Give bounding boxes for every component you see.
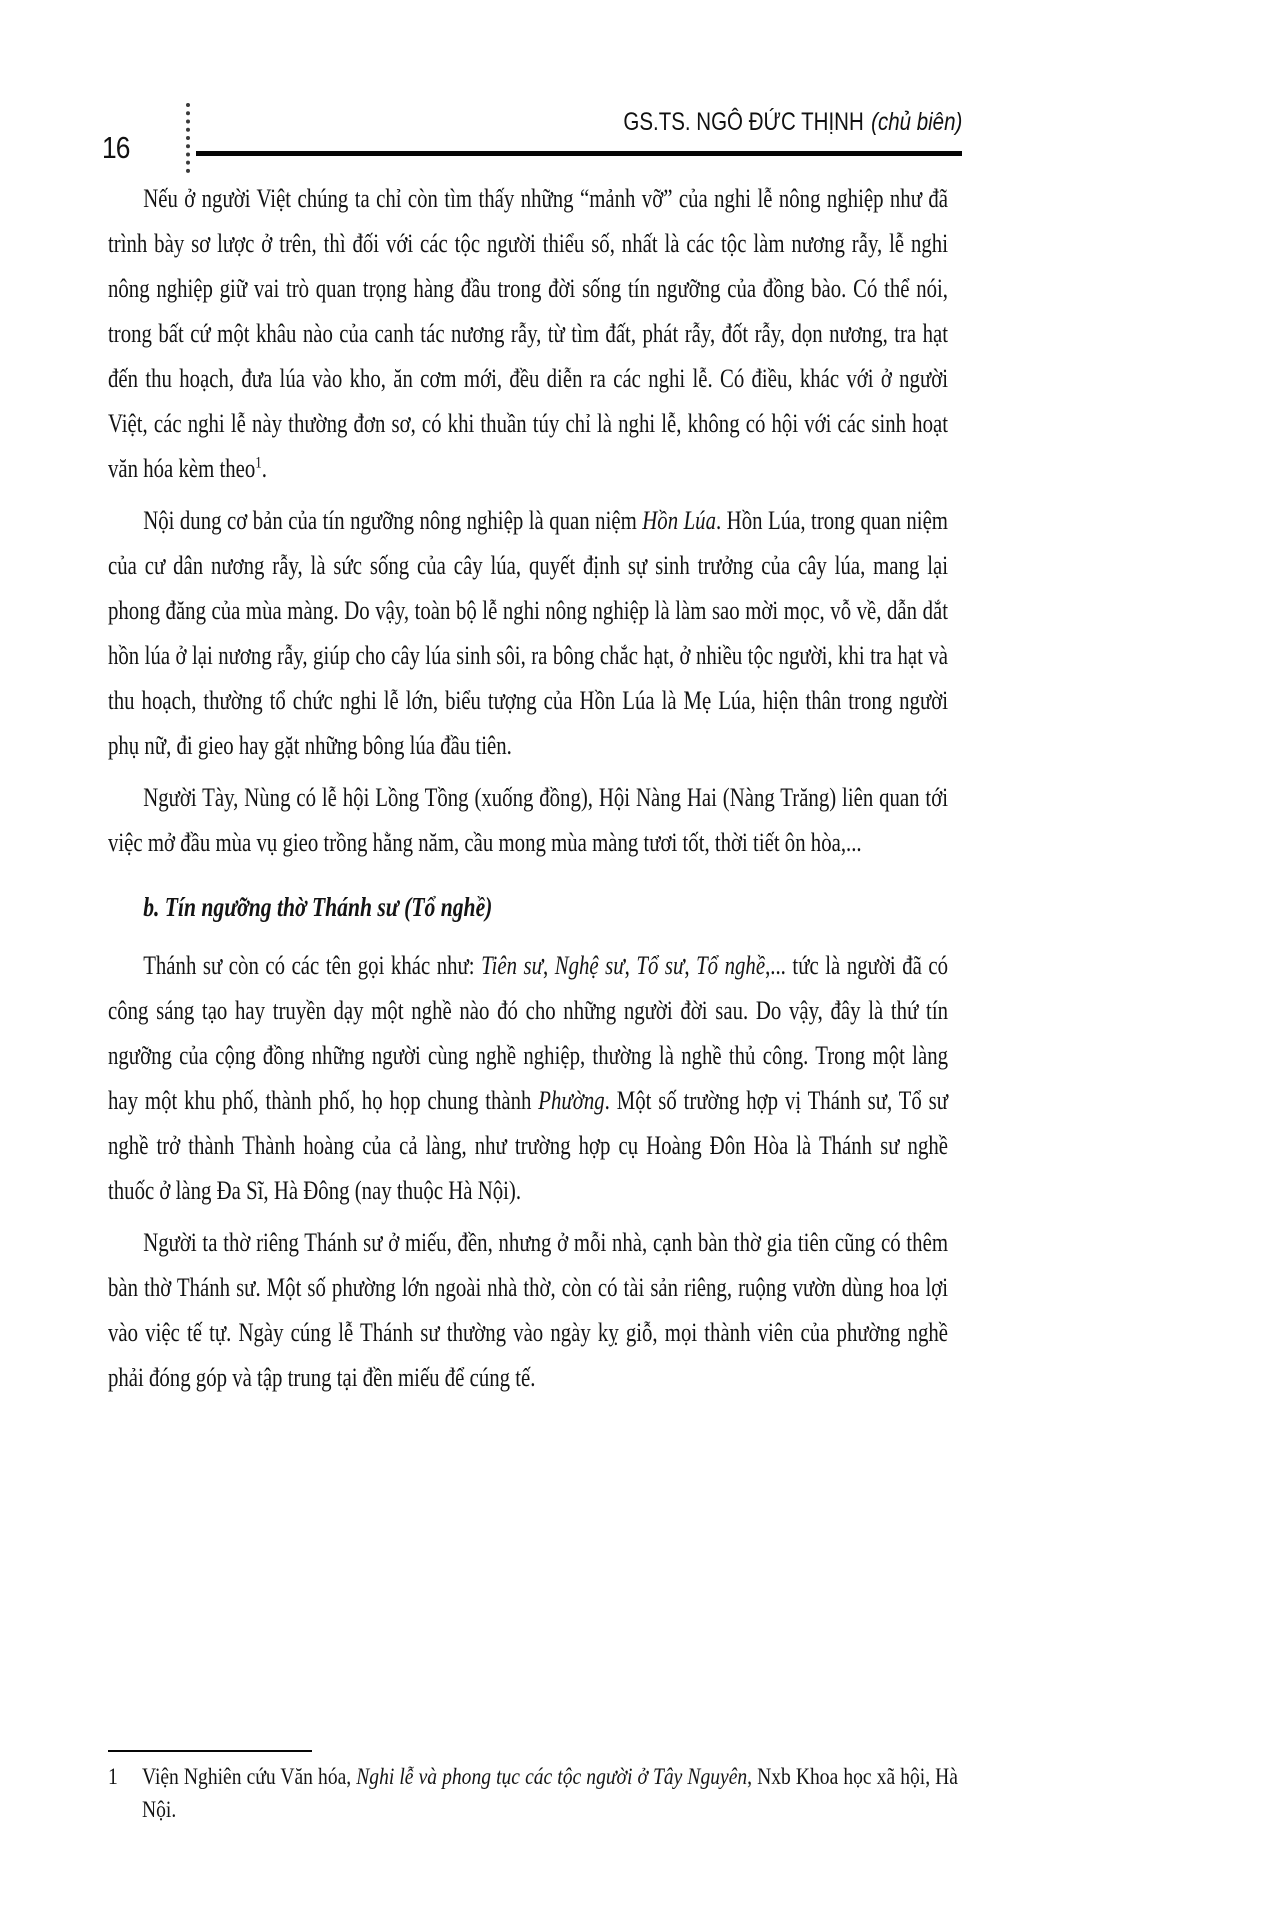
body-paragraph	[108, 775, 948, 865]
text-segment: Người Tày, Nùng có lễ hội Lồng Tồng (xuống đồng), Hội Nàng Hai (Nàng Trăng) liên quan tới việc mở đầu mùa vụ gieo trồng hằng năm, cầu mong mùa màng tươi tốt, thời tiết ôn hòa,...	[108, 783, 948, 857]
footnote-area	[108, 1750, 958, 1826]
running-header-role: (chủ biên)	[870, 108, 962, 136]
text-segment: Nội dung cơ bản của tín ngưỡng nông nghiệp là quan niệm	[143, 506, 643, 535]
footnote-reference: 1	[255, 454, 262, 472]
text-segment: Nghi lễ và phong tục các tộc người ở Tây Nguyên	[356, 1764, 748, 1789]
text-segment: ,	[624, 951, 637, 980]
header-rule	[196, 151, 962, 156]
text-segment: Tổ nghề	[696, 951, 766, 980]
footnote-separator	[108, 1750, 312, 1752]
text-segment: Nghệ sư	[554, 951, 625, 980]
footnote-text	[142, 1764, 958, 1822]
text-segment: . Hồn Lúa, trong quan niệm của cư dân nương rẫy, là sức sống của cây lúa, quyết định sự sinh trưởng của cây lúa, mang lại phong đăng của mùa màng. Do vậy, toàn bộ lễ nghi nông nghiệp là làm sao mời mọc, vỗ về, dẫn dắt hồn lúa ở lại nương rẫy, giúp cho cây lúa sinh sôi, ra bông chắc hạt, ở nhiều tộc người, khi tra hạt và thu hoạch, thường tổ chức nghi lễ lớn, biểu tượng của Hồn Lúa là Mẹ Lúa, hiện thân trong người phụ nữ, đi gieo hay gặt những bông lúa đầu tiên.	[108, 506, 948, 760]
text-segment: ,	[542, 951, 555, 980]
body-paragraph	[108, 1220, 948, 1400]
running-header-author: GS.TS. NGÔ ĐỨC THỊNH	[623, 108, 864, 136]
page-number: 16	[102, 130, 130, 165]
text-segment: Tổ sư	[636, 951, 685, 980]
text-segment: Nếu ở người Việt chúng ta chỉ còn tìm thấy những “mảnh vỡ” của nghi lễ nông nghiệp như đã trình bày sơ lược ở trên, thì đối với các tộc người thiểu số, nhất là các tộc làm nương rẫy, lễ nghi nông nghiệp giữ vai trò quan trọng hàng đầu trong đời sống tín ngưỡng của đồng bào. Có thể nói, trong bất cứ một khâu nào của canh tác nương rẫy, từ tìm đất, phát rẫy, đốt rẫy, dọn nương, tra hạt đến thu hoạch, đưa lúa vào kho, ăn cơm mới, đều diễn ra các nghi lễ. Có điều, khác với ở người Việt, các nghi lễ này thường đơn sơ, có khi thuần túy chỉ là nghi lễ, không có hội với các sinh hoạt văn hóa kèm theo	[108, 184, 948, 483]
text-segment: Tiên sư	[481, 951, 543, 980]
text-segment: , Nxb Khoa học xã hội, Hà Nội.	[142, 1764, 958, 1822]
footnote-marker: 1	[108, 1764, 118, 1789]
text-segment: Phường	[538, 1086, 605, 1115]
text-segment: . Một số trường hợp vị Thánh sư, Tổ sư nghề trở thành Thành hoàng của cả làng, như trường hợp cụ Hoàng Đôn Hòa là Thánh sư nghề thuốc ở làng Đa Sĩ, Hà Đông (nay thuộc Hà Nội).	[108, 1086, 948, 1205]
text-segment: Thánh sư còn có các tên gọi khác như:	[143, 951, 482, 980]
text-segment: .	[261, 454, 267, 483]
body-paragraph	[108, 498, 948, 768]
section-heading	[108, 885, 948, 930]
page-body-text	[108, 176, 948, 1400]
body-paragraph	[108, 943, 948, 1213]
body-paragraph	[108, 176, 948, 491]
text-segment: ,	[684, 951, 697, 980]
decorative-chain-icon	[186, 103, 190, 173]
text-segment: Người ta thờ riêng Thánh sư ở miếu, đền, nhưng ở mỗi nhà, cạnh bàn thờ gia tiên cũng có thêm bàn thờ Thánh sư. Một số phường lớn ngoài nhà thờ, còn có tài sản riêng, ruộng vườn dùng hoa lợi vào việc tế tự. Ngày cúng lễ Thánh sư thường vào ngày kỵ giỗ, mọi thành viên của phường nghề phải đóng góp và tập trung tại đền miếu để cúng tế.	[108, 1228, 948, 1392]
footnote	[108, 1760, 958, 1826]
running-header	[623, 108, 962, 137]
text-segment: ,... tức là người đã có công sáng tạo hay truyền dạy một nghề nào đó cho những người đời sau. Do vậy, đây là thứ tín ngưỡng của cộng đồng những người cùng nghề nghiệp, thường là nghề thủ công. Trong một làng hay một khu phố, thành phố, họ họp chung thành	[108, 951, 949, 1115]
text-segment: b. Tín ngưỡng thờ Thánh sư (Tổ nghề)	[143, 892, 493, 922]
text-segment: Hồn Lúa	[642, 506, 716, 535]
text-segment: Viện Nghiên cứu Văn hóa,	[142, 1764, 357, 1789]
